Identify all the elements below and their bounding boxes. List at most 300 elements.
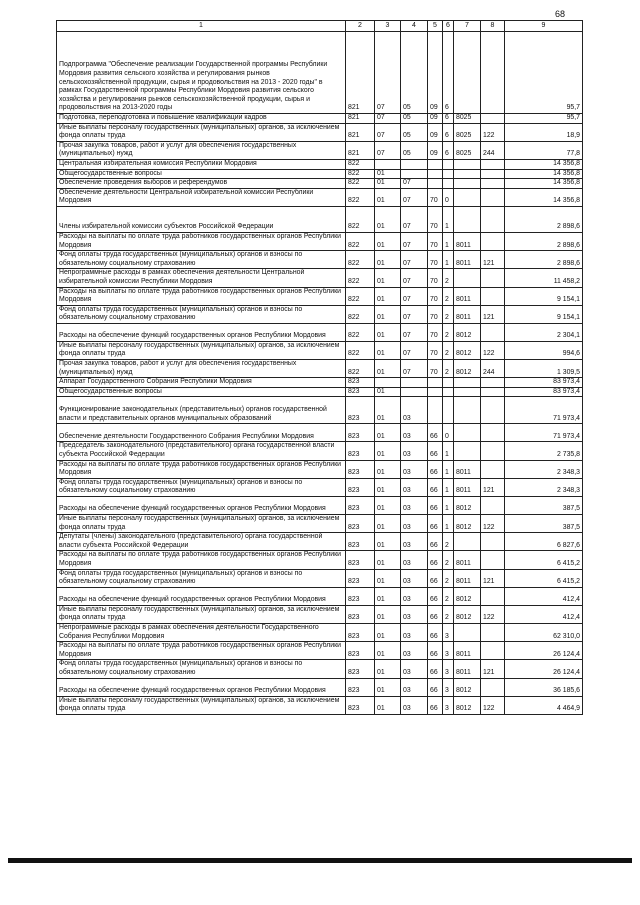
cell-code-ministry: 822	[346, 232, 375, 250]
cell-code-subsection: 03	[401, 678, 428, 696]
cell-name: Иные выплаты персоналу государственных (муниципальных) органов, за исключением фонда оплаты труда	[57, 696, 346, 714]
cell-name: Иные выплаты персоналу государственных (муниципальных) органов, за исключением фонда оплаты труда	[57, 123, 346, 141]
cell-code-expense-type: 244	[481, 141, 505, 159]
cell-code-subsection: 03	[401, 533, 428, 551]
cell-code-subprogram	[443, 179, 454, 189]
cell-amount: 14 356,8	[505, 188, 583, 206]
column-header-5: 5	[428, 21, 443, 32]
cell-code-subprogram: 2	[443, 360, 454, 378]
table-row	[57, 497, 583, 515]
cell-code-expense-type	[481, 587, 505, 605]
table-row	[57, 678, 583, 696]
cell-amount: 14 356,8	[505, 159, 583, 169]
cell-code-section: 07	[375, 114, 401, 124]
cell-amount: 412,4	[505, 605, 583, 623]
cell-name: Общегосударственные вопросы	[57, 387, 346, 397]
cell-code-subsection: 03	[401, 696, 428, 714]
cell-code-item: 8011	[454, 642, 481, 660]
cell-amount: 4 464,9	[505, 696, 583, 714]
cell-code-section: 01	[375, 424, 401, 442]
table-row	[57, 206, 583, 232]
cell-name: Подготовка, переподготовка и повышение квалификации кадров	[57, 114, 346, 124]
cell-code-subsection: 03	[401, 623, 428, 641]
cell-code-section: 01	[375, 287, 401, 305]
cell-code-subprogram: 0	[443, 424, 454, 442]
column-header-9: 9	[505, 21, 583, 32]
cell-code-program	[428, 159, 443, 169]
cell-code-expense-type	[481, 460, 505, 478]
cell-amount: 9 154,1	[505, 305, 583, 323]
cell-code-subsection: 07	[401, 287, 428, 305]
table-row	[57, 442, 583, 460]
cell-code-subsection	[401, 159, 428, 169]
table-row	[57, 397, 583, 424]
cell-code-section: 01	[375, 251, 401, 269]
cell-code-subprogram	[443, 159, 454, 169]
cell-name: Обеспечение проведения выборов и референдумов	[57, 179, 346, 189]
cell-code-program: 09	[428, 32, 443, 114]
cell-code-ministry: 821	[346, 32, 375, 114]
cell-code-subprogram: 6	[443, 123, 454, 141]
cell-code-section: 01	[375, 587, 401, 605]
budget-table-container	[56, 20, 582, 715]
cell-name: Прочая закупка товаров, работ и услуг для обеспечения государственных (муниципальных) нужд	[57, 360, 346, 378]
cell-code-subprogram: 2	[443, 551, 454, 569]
table-row	[57, 642, 583, 660]
cell-code-program: 66	[428, 605, 443, 623]
column-header-4: 4	[401, 21, 428, 32]
cell-code-program: 66	[428, 642, 443, 660]
cell-amount: 18,9	[505, 123, 583, 141]
cell-code-program: 66	[428, 678, 443, 696]
cell-code-expense-type	[481, 206, 505, 232]
cell-code-section: 01	[375, 497, 401, 515]
cell-code-item	[454, 188, 481, 206]
cell-name: Расходы на выплаты по оплате труда работников государственных органов Республики Мордовия	[57, 642, 346, 660]
cell-name: Аппарат Государственного Собрания Республики Мордовия	[57, 378, 346, 388]
cell-amount: 83 973,4	[505, 378, 583, 388]
cell-code-ministry: 823	[346, 497, 375, 515]
cell-name: Прочая закупка товаров, работ и услуг для обеспечения государственных (муниципальных) нужд	[57, 141, 346, 159]
cell-amount: 2 735,8	[505, 442, 583, 460]
cell-code-ministry: 822	[346, 269, 375, 287]
cell-code-subprogram: 3	[443, 660, 454, 678]
cell-code-expense-type	[481, 533, 505, 551]
cell-code-program: 66	[428, 623, 443, 641]
cell-code-program: 66	[428, 424, 443, 442]
cell-code-ministry: 822	[346, 169, 375, 179]
cell-code-expense-type	[481, 159, 505, 169]
cell-code-ministry: 822	[346, 188, 375, 206]
page-number: 68	[555, 9, 566, 19]
cell-code-expense-type	[481, 424, 505, 442]
table-row	[57, 660, 583, 678]
cell-code-expense-type: 122	[481, 123, 505, 141]
cell-code-subsection: 03	[401, 397, 428, 424]
cell-code-subsection: 03	[401, 460, 428, 478]
cell-code-ministry: 823	[346, 551, 375, 569]
cell-name: Депутаты (члены) законодательного (представительного) органа государственной власти субъекта Российской Федерации	[57, 533, 346, 551]
cell-code-subprogram: 2	[443, 323, 454, 341]
table-row	[57, 387, 583, 397]
cell-amount: 71 973,4	[505, 397, 583, 424]
cell-code-expense-type: 122	[481, 341, 505, 359]
cell-code-program: 66	[428, 587, 443, 605]
cell-code-subsection: 05	[401, 123, 428, 141]
cell-amount: 6 415,2	[505, 551, 583, 569]
cell-name: Фонд оплаты труда государственных (муниципальных) органов и взносы по обязательному социальному страхованию	[57, 251, 346, 269]
table-row	[57, 141, 583, 159]
cell-code-ministry: 822	[346, 360, 375, 378]
cell-code-section: 01	[375, 642, 401, 660]
cell-code-subsection	[401, 378, 428, 388]
cell-code-subprogram: 1	[443, 442, 454, 460]
cell-code-subprogram: 2	[443, 533, 454, 551]
cell-code-section: 01	[375, 569, 401, 587]
cell-amount: 14 356,8	[505, 169, 583, 179]
cell-code-expense-type	[481, 551, 505, 569]
cell-amount: 95,7	[505, 114, 583, 124]
cell-code-section: 01	[375, 696, 401, 714]
cell-code-program: 70	[428, 269, 443, 287]
cell-code-expense-type: 121	[481, 305, 505, 323]
cell-code-program: 70	[428, 341, 443, 359]
cell-code-expense-type: 122	[481, 515, 505, 533]
cell-code-subsection: 03	[401, 642, 428, 660]
cell-code-subsection: 07	[401, 269, 428, 287]
cell-amount: 6 415,2	[505, 569, 583, 587]
cell-name: Члены избирательной комиссии субъектов Российской Федерации	[57, 206, 346, 232]
cell-name: Расходы на обеспечение функций государственных органов Республики Мордовия	[57, 678, 346, 696]
cell-code-subprogram: 0	[443, 188, 454, 206]
cell-code-subsection: 03	[401, 569, 428, 587]
cell-code-subsection: 07	[401, 206, 428, 232]
table-row	[57, 341, 583, 359]
cell-name: Фонд оплаты труда государственных (муниципальных) органов и взносы по обязательному социальному страхованию	[57, 478, 346, 496]
cell-code-item	[454, 159, 481, 169]
cell-code-ministry: 823	[346, 533, 375, 551]
cell-code-expense-type: 121	[481, 569, 505, 587]
cell-code-ministry: 822	[346, 323, 375, 341]
cell-name: Непрограммные расходы в рамках обеспечения деятельности Центральной избирательной комиссии Республики Мордовия	[57, 269, 346, 287]
cell-code-subprogram: 6	[443, 114, 454, 124]
cell-code-expense-type	[481, 114, 505, 124]
cell-code-expense-type: 122	[481, 605, 505, 623]
cell-code-ministry: 823	[346, 515, 375, 533]
cell-code-subsection: 07	[401, 188, 428, 206]
cell-code-subsection: 07	[401, 323, 428, 341]
table-row	[57, 569, 583, 587]
cell-name: Фонд оплаты труда государственных (муниципальных) органов и взносы по обязательному социальному страхованию	[57, 305, 346, 323]
cell-amount: 83 973,4	[505, 387, 583, 397]
cell-code-item	[454, 424, 481, 442]
cell-code-expense-type	[481, 623, 505, 641]
cell-code-item	[454, 387, 481, 397]
cell-code-subprogram: 3	[443, 696, 454, 714]
cell-code-subsection: 05	[401, 32, 428, 114]
cell-code-item: 8011	[454, 478, 481, 496]
cell-code-item	[454, 269, 481, 287]
cell-code-subsection: 03	[401, 605, 428, 623]
cell-code-item: 8012	[454, 678, 481, 696]
cell-code-subsection: 03	[401, 515, 428, 533]
cell-code-subprogram: 1	[443, 251, 454, 269]
column-header-6: 6	[443, 21, 454, 32]
cell-code-ministry: 822	[346, 179, 375, 189]
cell-code-expense-type	[481, 678, 505, 696]
cell-code-subprogram: 2	[443, 287, 454, 305]
cell-code-program: 70	[428, 287, 443, 305]
table-row	[57, 188, 583, 206]
cell-code-program: 09	[428, 123, 443, 141]
cell-code-program: 66	[428, 515, 443, 533]
table-body	[57, 32, 583, 715]
cell-name: Непрограммные расходы в рамках обеспечения деятельности Государственного Собрания Республики Мордовия	[57, 623, 346, 641]
cell-code-section	[375, 159, 401, 169]
cell-amount: 2 348,3	[505, 460, 583, 478]
cell-code-ministry: 822	[346, 287, 375, 305]
cell-code-ministry: 823	[346, 623, 375, 641]
cell-amount: 62 310,0	[505, 623, 583, 641]
cell-amount: 2 304,1	[505, 323, 583, 341]
cell-name: Расходы на обеспечение функций государственных органов Республики Мордовия	[57, 497, 346, 515]
cell-code-section: 01	[375, 605, 401, 623]
cell-code-subsection: 07	[401, 179, 428, 189]
cell-code-item	[454, 397, 481, 424]
cell-code-item: 8012	[454, 696, 481, 714]
cell-code-section: 01	[375, 397, 401, 424]
cell-code-section: 01	[375, 478, 401, 496]
cell-code-expense-type	[481, 287, 505, 305]
cell-code-item	[454, 533, 481, 551]
table-row	[57, 605, 583, 623]
cell-code-program: 70	[428, 305, 443, 323]
cell-code-expense-type	[481, 32, 505, 114]
cell-code-subsection: 03	[401, 424, 428, 442]
cell-code-expense-type	[481, 497, 505, 515]
cell-name: Расходы на выплаты по оплате труда работников государственных органов Республики Мордовия	[57, 232, 346, 250]
cell-code-expense-type	[481, 188, 505, 206]
cell-name: Иные выплаты персоналу государственных (муниципальных) органов, за исключением фонда оплаты труда	[57, 341, 346, 359]
cell-code-section: 01	[375, 660, 401, 678]
table-row	[57, 251, 583, 269]
cell-code-expense-type	[481, 442, 505, 460]
cell-code-ministry: 823	[346, 569, 375, 587]
column-header-2: 2	[346, 21, 375, 32]
cell-code-subprogram: 1	[443, 478, 454, 496]
table-row	[57, 269, 583, 287]
cell-name: Иные выплаты персоналу государственных (муниципальных) органов, за исключением фонда оплаты труда	[57, 515, 346, 533]
cell-code-section: 01	[375, 387, 401, 397]
cell-name: Центральная избирательная комиссия Республики Мордовия	[57, 159, 346, 169]
cell-name: Расходы на обеспечение функций государственных органов Республики Мордовия	[57, 587, 346, 605]
cell-code-item: 8011	[454, 460, 481, 478]
cell-code-expense-type	[481, 269, 505, 287]
cell-code-subprogram: 2	[443, 587, 454, 605]
cell-code-subprogram: 2	[443, 569, 454, 587]
cell-code-subsection	[401, 169, 428, 179]
cell-code-item: 8012	[454, 605, 481, 623]
cell-code-ministry: 823	[346, 424, 375, 442]
cell-code-section: 01	[375, 323, 401, 341]
table-row	[57, 360, 583, 378]
table-row	[57, 696, 583, 714]
cell-code-subprogram: 1	[443, 460, 454, 478]
cell-code-ministry: 823	[346, 478, 375, 496]
cell-code-subsection: 03	[401, 551, 428, 569]
table-row	[57, 123, 583, 141]
cell-code-program: 66	[428, 497, 443, 515]
cell-code-section: 01	[375, 678, 401, 696]
cell-code-subsection: 07	[401, 232, 428, 250]
cell-code-item: 8011	[454, 251, 481, 269]
cell-code-subprogram: 3	[443, 678, 454, 696]
cell-amount: 412,4	[505, 587, 583, 605]
cell-amount: 2 348,3	[505, 478, 583, 496]
cell-code-ministry: 823	[346, 660, 375, 678]
cell-code-subprogram	[443, 397, 454, 424]
table-row	[57, 287, 583, 305]
cell-code-section: 01	[375, 305, 401, 323]
cell-code-subsection	[401, 387, 428, 397]
table-row	[57, 159, 583, 169]
cell-name: Расходы на обеспечение функций государственных органов Республики Мордовия	[57, 323, 346, 341]
cell-code-subprogram: 1	[443, 497, 454, 515]
header-row	[57, 21, 583, 32]
cell-amount: 26 124,4	[505, 642, 583, 660]
cell-code-section: 01	[375, 188, 401, 206]
cell-code-program: 09	[428, 114, 443, 124]
cell-name: Расходы на выплаты по оплате труда работников государственных органов Республики Мордовия	[57, 551, 346, 569]
cell-code-subprogram: 1	[443, 232, 454, 250]
cell-code-program	[428, 169, 443, 179]
cell-code-item: 8025	[454, 141, 481, 159]
cell-code-expense-type: 122	[481, 696, 505, 714]
cell-code-section: 01	[375, 533, 401, 551]
cell-amount: 2 898,6	[505, 251, 583, 269]
cell-code-ministry: 822	[346, 206, 375, 232]
column-header-7: 7	[454, 21, 481, 32]
cell-code-expense-type	[481, 642, 505, 660]
cell-code-subprogram: 3	[443, 642, 454, 660]
cell-code-ministry: 823	[346, 387, 375, 397]
cell-amount: 1 309,5	[505, 360, 583, 378]
cell-amount: 14 356,8	[505, 179, 583, 189]
cell-code-subprogram: 2	[443, 269, 454, 287]
cell-code-expense-type	[481, 179, 505, 189]
cell-code-subprogram: 1	[443, 515, 454, 533]
cell-code-subsection: 07	[401, 341, 428, 359]
cell-code-program: 70	[428, 232, 443, 250]
cell-code-program: 70	[428, 251, 443, 269]
cell-code-subprogram	[443, 169, 454, 179]
cell-code-ministry: 823	[346, 460, 375, 478]
cell-code-item: 8012	[454, 360, 481, 378]
table-row	[57, 323, 583, 341]
table-row	[57, 378, 583, 388]
cell-code-ministry: 821	[346, 141, 375, 159]
cell-code-program: 70	[428, 206, 443, 232]
cell-code-expense-type	[481, 232, 505, 250]
cell-code-ministry: 823	[346, 587, 375, 605]
cell-code-item: 8011	[454, 232, 481, 250]
cell-amount: 77,8	[505, 141, 583, 159]
cell-amount: 387,5	[505, 497, 583, 515]
cell-code-section: 01	[375, 460, 401, 478]
cell-code-ministry: 821	[346, 114, 375, 124]
cell-code-program	[428, 387, 443, 397]
cell-code-subsection: 07	[401, 360, 428, 378]
table-row	[57, 179, 583, 189]
table-row	[57, 587, 583, 605]
cell-code-section: 01	[375, 551, 401, 569]
cell-code-program: 70	[428, 188, 443, 206]
cell-amount: 2 898,6	[505, 232, 583, 250]
cell-code-ministry: 823	[346, 442, 375, 460]
cell-code-program: 09	[428, 141, 443, 159]
cell-code-program: 66	[428, 460, 443, 478]
cell-code-expense-type	[481, 323, 505, 341]
cell-code-item: 8011	[454, 305, 481, 323]
cell-code-item: 8025	[454, 123, 481, 141]
cell-code-ministry: 822	[346, 305, 375, 323]
cell-code-item	[454, 179, 481, 189]
cell-code-ministry: 823	[346, 378, 375, 388]
cell-code-ministry: 823	[346, 397, 375, 424]
cell-name: Иные выплаты персоналу государственных (муниципальных) органов, за исключением фонда оплаты труда	[57, 605, 346, 623]
table-row	[57, 32, 583, 114]
cell-code-section: 01	[375, 515, 401, 533]
cell-code-program: 70	[428, 360, 443, 378]
budget-table	[56, 20, 583, 715]
cell-code-program	[428, 378, 443, 388]
cell-code-item: 8012	[454, 497, 481, 515]
cell-amount: 36 185,6	[505, 678, 583, 696]
cell-code-item: 8025	[454, 114, 481, 124]
cell-amount: 71 973,4	[505, 424, 583, 442]
cell-name: Расходы на выплаты по оплате труда работников государственных органов Республики Мордовия	[57, 287, 346, 305]
column-header-8: 8	[481, 21, 505, 32]
column-header-1: 1	[57, 21, 346, 32]
cell-name: Фонд оплаты труда государственных (муниципальных) органов и взносы по обязательному социальному страхованию	[57, 660, 346, 678]
cell-code-program: 70	[428, 323, 443, 341]
cell-code-ministry: 823	[346, 605, 375, 623]
table-row	[57, 533, 583, 551]
cell-code-subsection: 03	[401, 478, 428, 496]
table-row	[57, 623, 583, 641]
cell-code-subprogram	[443, 378, 454, 388]
table-row	[57, 114, 583, 124]
cell-code-section: 01	[375, 179, 401, 189]
cell-amount: 9 154,1	[505, 287, 583, 305]
table-row	[57, 551, 583, 569]
cell-code-section: 01	[375, 442, 401, 460]
cell-code-item: 8011	[454, 660, 481, 678]
cell-code-expense-type	[481, 378, 505, 388]
cell-code-subprogram: 6	[443, 141, 454, 159]
table-row	[57, 478, 583, 496]
cell-code-expense-type	[481, 397, 505, 424]
cell-name: Подпрограмма "Обеспечение реализации Государственной программы Республики Мордовия развития сельского хозяйства и регулирования рынков сельскохозяйственной продукции, сырья и продовольствия на 2013 - 2020 годы" в рамках Государственной программы Республики Мордовия развития сельского хозяйства и регулирования рынков сельскохозяйственной продукции, сырья и продовольствия на 2013-2020 годы	[57, 32, 346, 114]
cell-code-program: 66	[428, 478, 443, 496]
cell-code-expense-type: 121	[481, 251, 505, 269]
cell-amount: 2 898,6	[505, 206, 583, 232]
table-row	[57, 460, 583, 478]
table-row	[57, 169, 583, 179]
cell-name: Обеспечение деятельности Государственного Собрания Республики Мордовия	[57, 424, 346, 442]
cell-code-expense-type: 121	[481, 478, 505, 496]
cell-code-item: 8011	[454, 551, 481, 569]
